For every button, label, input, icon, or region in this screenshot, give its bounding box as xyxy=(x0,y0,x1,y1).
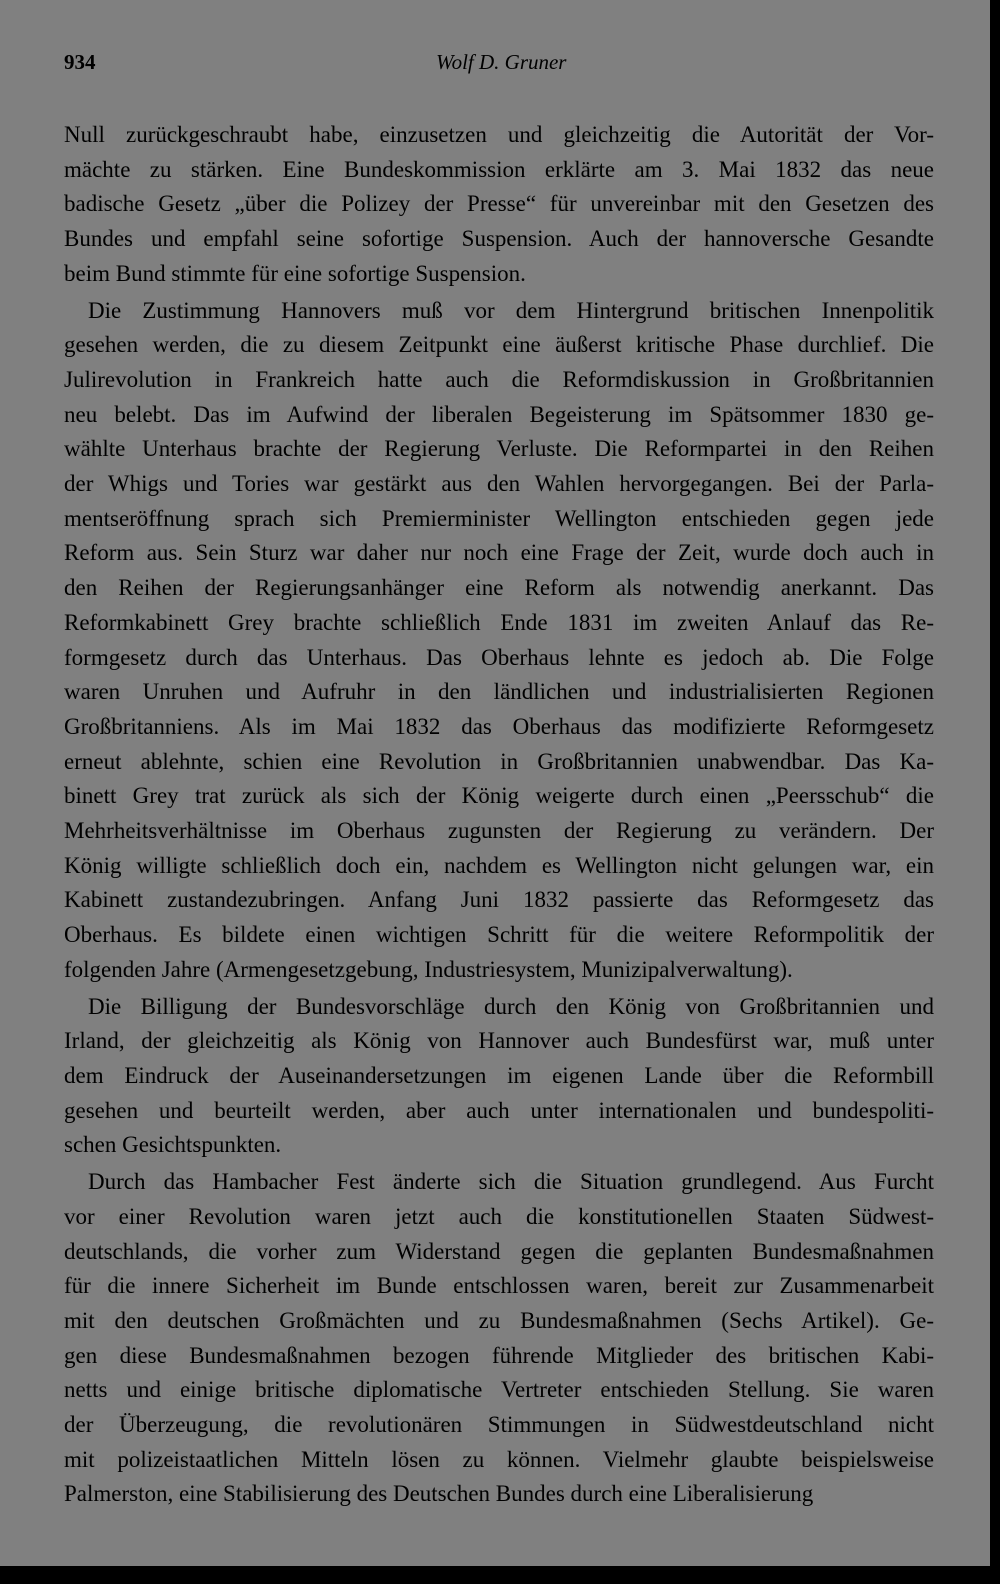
text-line: beim Bund stimmte für eine sofortige Suspension. xyxy=(64,260,526,286)
paragraph xyxy=(64,1165,934,1512)
paragraph xyxy=(64,990,934,1164)
body-text xyxy=(64,118,934,1512)
page-number: 934 xyxy=(64,50,96,74)
text-line: schen Gesichtspunkten. xyxy=(64,1132,282,1158)
text-line: Die Zustimmung Hannovers muß vor dem Hintergrund britischen Innenpolitik xyxy=(88,297,934,323)
running-head xyxy=(64,50,934,80)
text-line: Null zurückgeschraubt habe, einzusetzen und gleichzeitig die Autorität der Vor- xyxy=(64,122,934,147)
text-line: der Überzeugung, die revolutionären Stimmungen in Südwestdeutschland nicht xyxy=(64,1412,934,1438)
author-name: Wolf D. Gruner xyxy=(436,50,567,74)
text-line: netts und einige britische diplomatische Vertreter entschieden Stellung. Sie waren xyxy=(64,1377,934,1403)
text-line: mächte zu stärken. Eine Bundeskommission erklärte am 3. Mai 1832 das neue xyxy=(64,156,934,182)
text-line: der Whigs und Tories war gestärkt aus den Wahlen hervorgegangen. Bei der Parla- xyxy=(64,471,934,497)
text-line: Reform aus. Sein Sturz war daher nur noch eine Frage der Zeit, wurde doch auch in xyxy=(64,540,934,566)
text-line: mentseröffnung sprach sich Premierminister Wellington entschieden gegen jede xyxy=(64,505,934,531)
text-line: Palmerston, eine Stabilisierung des Deutschen Bundes durch eine Liberalisierung xyxy=(64,1481,814,1507)
text-line: gesehen werden, die zu diesem Zeitpunkt eine äußerst kritische Phase durchlief. Die xyxy=(64,332,934,358)
text-line: Oberhaus. Es bildete einen wichtigen Schritt für die weitere Reformpolitik der xyxy=(64,922,934,948)
text-line: dem Eindruck der Auseinandersetzungen im eigenen Lande über die Reformbill xyxy=(64,1062,934,1088)
text-line: König willigte schließlich doch ein, nachdem es Wellington nicht gelungen war, ein xyxy=(64,852,934,878)
text-line: formgesetz durch das Unterhaus. Das Oberhaus lehnte es jedoch ab. Die Folge xyxy=(64,644,934,670)
text-line: deutschlands, die vorher zum Widerstand gegen die geplanten Bundesmaßnahmen xyxy=(64,1238,934,1264)
text-line: Julirevolution in Frankreich hatte auch die Reformdiskussion in Großbritannien xyxy=(64,366,934,392)
text-line: waren Unruhen und Aufruhr in den ländlichen und industrialisierten Regionen xyxy=(64,679,934,705)
text-line: mit polizeistaatlichen Mitteln lösen zu können. Vielmehr glaubte beispielsweise xyxy=(64,1446,934,1472)
text-line: Kabinett zustandezubringen. Anfang Juni 1832 passierte das Reformgesetz das xyxy=(64,887,934,913)
text-line: Die Billigung der Bundesvorschläge durch den König von Großbritannien und xyxy=(88,993,934,1019)
text-line: Reformkabinett Grey brachte schließlich Ende 1831 im zweiten Anlauf das Re- xyxy=(64,609,934,635)
text-line: Durch das Hambacher Fest änderte sich die Situation grundlegend. Aus Furcht xyxy=(88,1169,934,1195)
text-line: folgenden Jahre (Armengesetzgebung, Industriesystem, Munizipalverwaltung). xyxy=(64,956,793,982)
text-line: neu belebt. Das im Aufwind der liberalen Begeisterung im Spätsommer 1830 ge- xyxy=(64,401,934,427)
text-line: mit den deutschen Großmächten und zu Bundesmaßnahmen (Sechs Artikel). Ge- xyxy=(64,1307,934,1333)
text-line: Großbritanniens. Als im Mai 1832 das Oberhaus das modifizierte Reformgesetz xyxy=(64,713,934,739)
text-line: gesehen und beurteilt werden, aber auch unter internationalen und bundespoliti- xyxy=(64,1097,934,1123)
paragraph xyxy=(64,118,934,292)
text-line: Mehrheitsverhältnisse im Oberhaus zugunsten der Regierung zu verändern. Der xyxy=(64,818,934,844)
paragraph xyxy=(64,294,934,988)
text-line: gen diese Bundesmaßnahmen bezogen führende Mitglieder des britischen Kabi- xyxy=(64,1342,934,1368)
text-line: für die innere Sicherheit im Bunde entschlossen waren, bereit zur Zusammenarbeit xyxy=(64,1273,934,1299)
text-line: badische Gesetz „über die Polizey der Presse“ für unvereinbar mit den Gesetzen des xyxy=(64,191,934,217)
text-line: erneut ablehnte, schien eine Revolution in Großbritannien unabwendbar. Das Ka- xyxy=(64,748,934,774)
text-line: Bundes und empfahl seine sofortige Suspension. Auch der hannoversche Gesandte xyxy=(64,226,934,252)
text-line: wählte Unterhaus brachte der Regierung Verluste. Die Reformpartei in den Reihen xyxy=(64,436,934,462)
text-line: vor einer Revolution waren jetzt auch die konstitutionellen Staaten Südwest- xyxy=(64,1203,934,1229)
text-line: Irland, der gleichzeitig als König von Hannover auch Bundesfürst war, muß unter xyxy=(64,1028,934,1054)
text-line: den Reihen der Regierungsanhänger eine Reform als notwendig anerkannt. Das xyxy=(64,575,934,601)
text-line: binett Grey trat zurück als sich der König weigerte durch einen „Peersschub“ die xyxy=(64,783,934,809)
